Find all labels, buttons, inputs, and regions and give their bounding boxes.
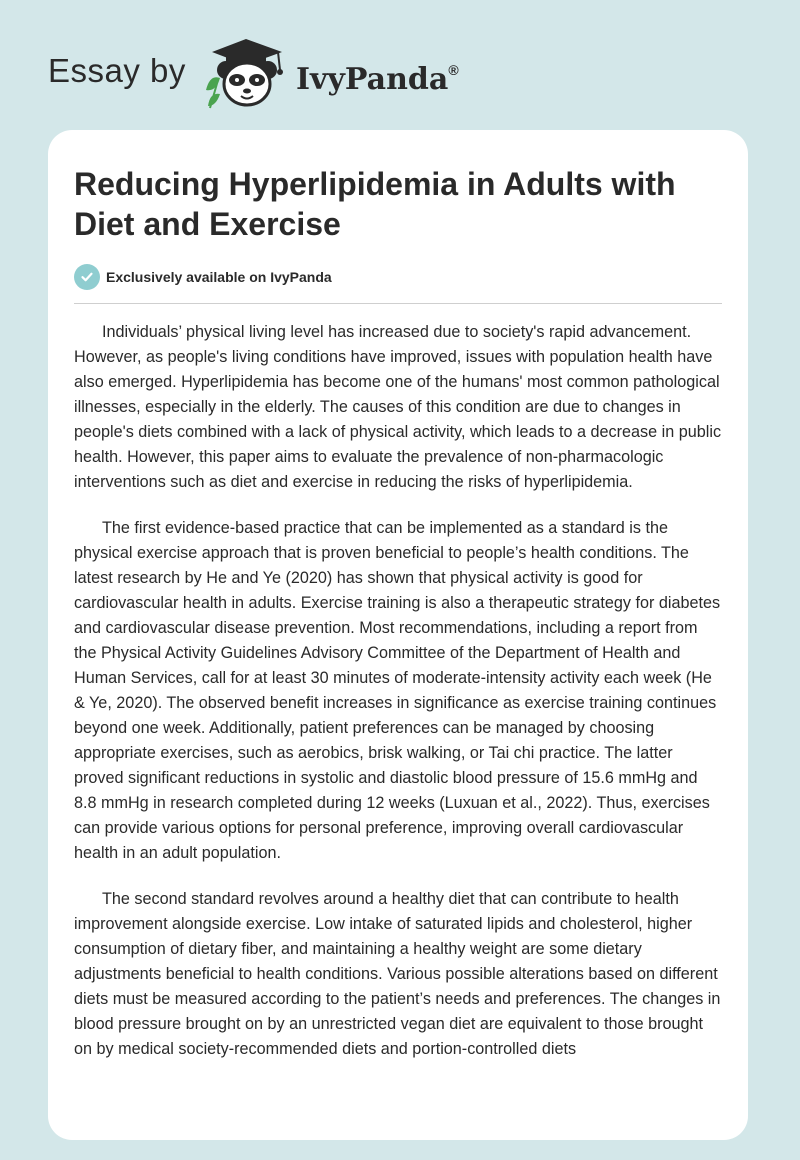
essay-by-label: Essay by <box>48 52 186 89</box>
panda-graduate-logo-icon[interactable] <box>196 30 296 110</box>
paragraph: The second standard revolves around a healthy diet that can contribute to health improvement alongside exercise. Low intake of saturated lipids and cholesterol, higher consumption of dietary fiber, and maintaining a healthy weight are some dietary adjustments beneficial to health conditions. Various possible alterations based on different diets must be measured according to the patient’s needs and preferences. The changes in blood pressure brought on by an unrestricted vegan diet are equivalent to those brought on by medical society-recommended diets and portion-controlled diets <box>74 890 721 1058</box>
exclusive-badge <box>74 264 332 290</box>
brand-text: IvyPanda <box>296 62 449 97</box>
essay-title: Reducing Hyperlipidemia in Adults with Diet and Exercise <box>74 166 676 242</box>
essay-card <box>48 130 748 1140</box>
paragraph: Individuals’ physical living level has increased due to society's rapid advancement. However, as people's living conditions have improved, issues with population health have also emerged. Hyperlipidemia has become one of the humans' most common pathological illnesses, especially in the elderly. The causes of this condition are due to changes in people's diets combined with a lack of physical activity, which leads to a decrease in public health. However, this paper aims to evaluate the prevalence of non-pharmacologic interventions such as diet and exercise in reducing the risks of hyperlipidemia. <box>74 323 722 491</box>
paragraph: The first evidence-based practice that can be implemented as a standard is the physical exercise approach that is proven beneficial to people’s health conditions. The latest research by He and Ye (2020) has shown that physical activity is good for cardiovascular health in adults. Exercise training is also a therapeutic strategy for diabetes and cardiovascular disease prevention. Most recommendations, including a report from the Physical Activity Guidelines Advisory Committee of the Department of Health and Human Services, call for at least 30 minutes of moderate-intensity activity each week (He & Ye, 2020). The observed benefit increases in significance as exercise training continues beyond one week. Additionally, patient preferences can be managed by choosing appropriate exercises, such as aerobics, brisk walking, or Tai chi practice. The latter proved significant reductions in systolic and diastolic blood pressure of 15.6 mmHg and 8.8 mmHg in research completed during 12 weeks (Luxuan et al., 2022). Thus, exercises can provide various options for personal preference, improving overall cardiovascular health in an adult population. <box>74 519 721 862</box>
essay-body <box>74 320 722 1083</box>
title-divider <box>74 303 722 304</box>
check-circle-icon <box>74 264 100 290</box>
brand-name[interactable] <box>296 50 459 100</box>
badge-label: Exclusively available on IvyPanda <box>106 269 332 285</box>
site-header <box>0 0 800 128</box>
trademark-symbol: ® <box>448 62 459 78</box>
